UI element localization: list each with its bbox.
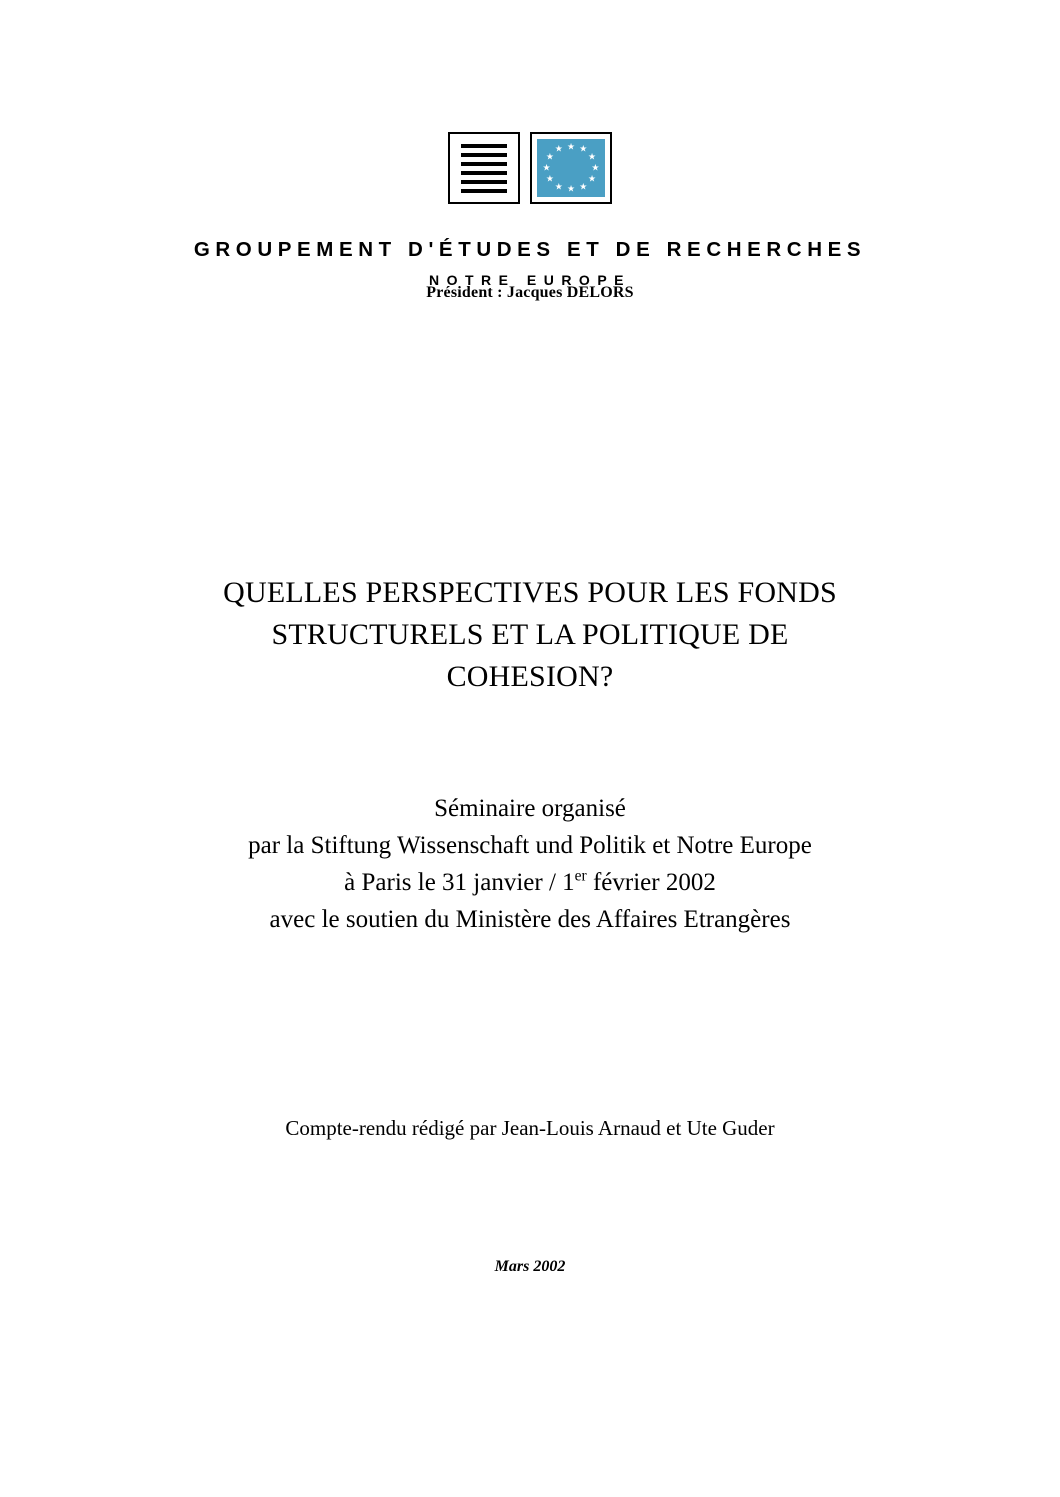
- seminar-line-1: Séminaire organisé: [434, 795, 626, 822]
- seminar-line-3-before: à Paris le 31 janvier / 1: [344, 869, 575, 896]
- seminar-line-2: par la Stiftung Wissenschaft und Politik et Notre Europe: [248, 832, 812, 859]
- page-title-line-3: COHESION?: [446, 660, 614, 693]
- publication-date: Mars 2002: [494, 1258, 566, 1275]
- seminar-line-3: [90, 864, 970, 901]
- seminar-line-3-after: février 2002: [586, 869, 716, 896]
- page-title-line-2: STRUCTURELS ET LA POLITIQUE DE: [271, 618, 789, 651]
- page-title-line-1: QUELLES PERSPECTIVES POUR LES FONDS: [223, 576, 837, 609]
- organization-subtitle: NOTRE EUROPE: [428, 272, 631, 288]
- seminar-info: [90, 790, 970, 938]
- document-lines-icon: [448, 132, 520, 204]
- eu-flag-field: ★ ★ ★ ★ ★ ★ ★ ★ ★ ★ ★ ★: [537, 139, 605, 197]
- seminar-ordinal-suffix: er: [574, 867, 587, 885]
- organization-name: GROUPEMENT D'ÉTUDES ET DE RECHERCHES: [193, 238, 867, 261]
- authors-line: Compte-rendu rédigé par Jean-Louis Arnaud et Ute Guder: [285, 1116, 775, 1140]
- eu-flag-icon: [530, 132, 612, 204]
- logo-block: [0, 132, 1060, 302]
- president-line: Président : Jacques DELORS: [426, 284, 634, 301]
- seminar-line-4: avec le soutien du Ministère des Affaires Etrangères: [269, 906, 791, 933]
- page-title: [130, 572, 930, 698]
- logo-marks: [0, 132, 1060, 204]
